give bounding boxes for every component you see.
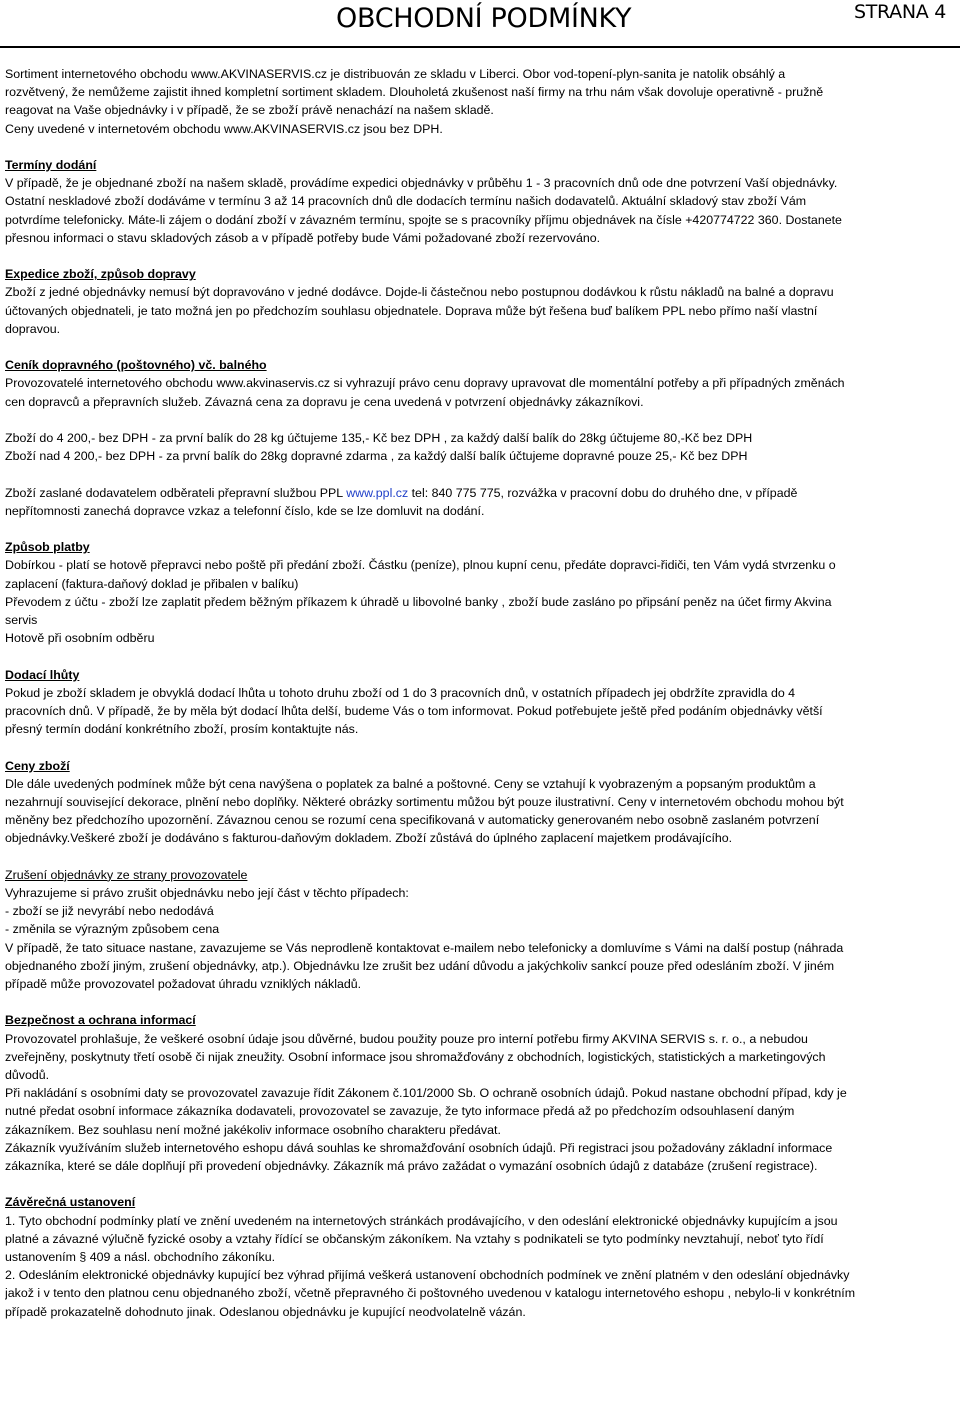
section-heading: Zrušení objednávky ze strany provozovatele — [5, 867, 248, 882]
ppl-website-link[interactable]: www.ppl.cz — [346, 485, 409, 500]
text-line: Hotově při osobním odběru — [5, 631, 155, 646]
text-line-with-link — [5, 484, 958, 502]
text-line: účtovaných objednateli, je tato možná jen po předchozím souhlasu objednatele. Doprava může být řešena buď balíkem PPL nebo přímo naší vlastní — [5, 303, 818, 318]
text-line: pracovních dnů. V případě, že by měla být dodací lhůta delší, budeme Vás o tom informovat. Pokud potřebujete ještě před podáním objednávky větší — [5, 704, 823, 718]
text-line: nepřítomnosti zanechá dopravce vzkaz a telefonní číslo, kde se lze domluvit na dodání. — [5, 503, 485, 518]
text-line: zákazníka, které se dále doplňují při provedení objednávky. Zákazník má právo zažádat o vymazání osobních údajů z databáze (zrušení registrace). — [5, 1159, 818, 1174]
section-heading: Bezpečnost a ochrana informací — [5, 1013, 196, 1028]
text-line: zveřejněny, poskytnuty třetí osobě či nijak zneužity. Osobní informace jsou shromažďovány z obchodních, logistických, statistických a marketingových — [5, 1049, 826, 1064]
text-line: rozvětvený, že nemůžeme zajistit ihned kompletní sortiment skladem. Dlouholetá zkušenost naší firmy na trhu nám však dovoluje operativně - pružně — [5, 85, 824, 100]
paragraph-gap — [5, 247, 958, 265]
text-line: Při nakládání s osobními daty se provozovatel zavazuje řídit Zákonem č.101/2000 Sb. O ochraně osobních údajů. Pokud nastane obchodní případ, kdy je — [5, 1086, 847, 1101]
text-line: zaplacení (faktura-daňový doklad je přibalen v balíku) — [5, 576, 299, 591]
text-line: potvrdíme telefonicky. Máte-li zájem o dodání zboží v závazném termínu, spojte se s pracovníky příjmu objednávek na čísle +420774722 360. Dostanete — [5, 212, 842, 227]
page-header — [0, 0, 960, 60]
paragraph-gap — [5, 465, 958, 483]
text-line: zákazníkem. Bez souhlasu není možné jakékoliv informace osobního charakteru předávat. — [5, 1122, 501, 1137]
header-divider — [0, 46, 960, 48]
text-line: Sortiment internetového obchodu www.AKVINASERVIS.cz je distribuován ze skladu v Liberci. Obor vod-topení-plyn-sanita je natolik obsáhlý a — [5, 67, 786, 81]
text-line: měněny bez předchozího upozornění. Závaznou cenou se rozumí cena specifikovaná v automaticky generovaném nebo osobně zaslaném potvrzení — [5, 813, 820, 828]
text-segment: tel: 840 775 775, rozvážka v pracovní dobu do druhého dne, v případě — [408, 485, 798, 500]
text-line: V případě, že tato situace nastane, zavazujeme se Vás neprodleně kontaktovat e-mailem nebo telefonicky a domluvíme s Vámi na další postup (náhrada — [5, 940, 844, 955]
paragraph-gap — [5, 848, 958, 866]
section-heading: Závěrečná ustanovení — [5, 1195, 136, 1210]
text-line: - zboží se již nevyrábí nebo nedodává — [5, 904, 214, 919]
text-line: případě může provozovatel požadovat úhradu vzniklých nákladů. — [5, 977, 362, 992]
text-line: objednaného zboží jiným, zrušení objednávky, atp.). Objednávku lze zrušit bez udání důvodu a jakýchkoliv sankcí pouze před odesláním zboží. V jiném — [5, 958, 835, 973]
text-line: 2. Odesláním elektronické objednávky kupující bez výhrad přijímá veškerá ustanovení obchodních podmínek ve znění platném v den odeslání objednávky — [5, 1268, 850, 1283]
text-line: cen dopravců a přepravních služeb. Závazná cena za dopravu je cena uvedená v potvrzení objednávky zákazníkovi. — [5, 394, 644, 409]
text-line: Zákazník využíváním služeb internetového eshopu dává souhlas ke shromažďování osobních údajů. Při registraci jsou požadovány základní informace — [5, 1140, 833, 1155]
paragraph-gap — [5, 993, 958, 1011]
text-line: Zboží z jedné objednávky nemusí být dopravováno v jedné dodávce. Dojde-li částečnou nebo postupnou dodávkou k růstu nákladů na balné a dopravu — [5, 285, 834, 300]
text-line: - změnila se výrazným způsobem cena — [5, 922, 220, 937]
text-line: Zboží nad 4 200,- bez DPH - za první balík do 28kg dopravné zdarma , za každý další balík účtujeme dopravné pouze 25,- Kč bez DPH — [5, 449, 748, 464]
text-line: Pokud je zboží skladem je obvyklá dodací lhůta u tohoto druhu zboží od 1 do 3 pracovních dnů, v ostatních případech jej obdržíte zpravidla do 4 — [5, 685, 796, 700]
text-line: Ostatní neskladové zboží dodáváme v termínu 3 až 14 pracovních dnů dle dodacích termínu našich dodavatelů. Aktuální skladový stav zboží Vám — [5, 194, 807, 209]
text-line: důvodů. — [5, 1068, 50, 1083]
text-line: objednávky.Veškeré zboží je dodáváno s fakturou-daňovým dokladem. Zboží zůstává do úplného zaplacení majetkem prodávajícího. — [5, 831, 733, 846]
paragraph-gap — [5, 411, 958, 429]
paragraph-gap — [5, 338, 958, 356]
text-line: Vyhrazujeme si právo zrušit objednávku nebo její část v těchto případech: — [5, 886, 409, 900]
section-heading: Dodací lhůty — [5, 667, 80, 682]
section-heading: Termíny dodání — [5, 158, 97, 172]
page-number: STRANA 4 — [853, 1, 946, 23]
text-line: V případě, že je objednané zboží na našem skladě, provádíme expedici objednávky v průběhu 1 - 3 pracovních dnů ode dne potvrzení Vaší objednávky. — [5, 176, 838, 191]
paragraph-gap — [5, 738, 958, 756]
text-line: platné a závazné výlučně fyzické osoby a vztahy řídící se občanským zákoníkem. Na vztahy s podnikateli se tyto podmínky nevztahují, neboť tyto řídí — [5, 1231, 824, 1246]
text-line: Převodem z účtu - zboží lze zaplatit předem běžným příkazem k úhradě u libovolné banky , zboží bude zasláno po připsání peněz na účet firmy Akvina — [5, 594, 832, 609]
section-heading: Ceny zboží — [5, 758, 70, 773]
paragraph-gap — [5, 647, 958, 665]
text-line: ustanovením § 409 a násl. obchodního zákoníku. — [5, 1250, 276, 1265]
text-line: nutné předat osobní informace zákazníka dodavateli, provozovatel se zavazuje, že tyto informace předá až po předchozím odsouhlasení daným — [5, 1104, 795, 1119]
text-line: reagovat na Vaše objednávky i v případě, že se zboží právě nenachází na našem skladě. — [5, 103, 494, 118]
text-line: Zboží do 4 200,- bez DPH - za první balík do 28 kg účtujeme 135,- Kč bez DPH , za každý další balík do 28kg účtujeme 80,-Kč bez DPH — [5, 431, 753, 445]
paragraph-gap — [5, 138, 958, 156]
text-line: přesnou informaci o stavu skladových zásob a v případě potřeby bude Vámi požadované zboží rezervováno. — [5, 230, 601, 245]
document-title: OBCHODNÍ PODMÍNKY — [336, 3, 632, 34]
text-line: Dobírkou - platí se hotově přepravci nebo poště při předání zboží. Částku (peníze), plnou kupní cenu, předáte dopravci-řidiči, ten Vám vydá stvrzenku o — [5, 558, 836, 573]
text-line: dopravou. — [5, 321, 61, 336]
section-heading: Ceník dopravného (poštovného) vč. balného — [5, 358, 267, 373]
section-heading: Expedice zboží, způsob dopravy — [5, 267, 196, 282]
text-line: 1. Tyto obchodní podmínky platí ve znění uvedeném na internetových stránkách prodávajícího, v den odeslání elektronické objednávky kupujícím a jsou — [5, 1213, 838, 1228]
text-segment: Zboží zaslané dodavatelem odběrateli přepravní službou PPL — [5, 485, 347, 500]
text-line: případě prokazatelně dohodnuto jinak. Odeslanou objednávku je kupující neodvolatelně vázán. — [5, 1304, 526, 1319]
paragraph-gap — [5, 1175, 958, 1193]
text-line: Provozovatel prohlašuje, že veškeré osobní údaje jsou důvěrné, budou použity pouze pro interní potřebu firmy AKVINA SERVIS s. r. o., a nebudou — [5, 1031, 808, 1046]
text-line: jakož i v tento den platnou cenu objednaného zboží, včetně přepravného či poštovného uvedenou v katalogu internetového eshopu , nebylo-li v konkrétním — [5, 1286, 856, 1301]
text-line: servis — [5, 613, 38, 627]
paragraph-gap — [5, 520, 958, 538]
text-line: přesný termín dodání konkrétního zboží, prosím kontaktujte nás. — [5, 722, 359, 737]
text-line: Dle dále uvedených podmínek může být cena navýšena o poplatek za balné a poštovné. Ceny se vztahují k vyobrazeným a popsaným produktům a — [5, 776, 816, 791]
text-line: Ceny uvedené v internetovém obchodu www.AKVINASERVIS.cz jsou bez DPH. — [5, 121, 443, 136]
text-line: Provozovatelé internetového obchodu www.akvinaservis.cz si vyhrazují právo cenu dopravy upravovat dle momentální potřeby a při případných změnách — [5, 376, 845, 391]
text-line: nezahrnují související dekorace, plnění nebo doplňky. Některé obrázky sortimentu můžou být pouze ilustrativní. Ceny v internetovém obchodu mohou být — [5, 795, 844, 809]
document-body — [5, 65, 958, 1321]
section-heading: Způsob platby — [5, 540, 90, 555]
